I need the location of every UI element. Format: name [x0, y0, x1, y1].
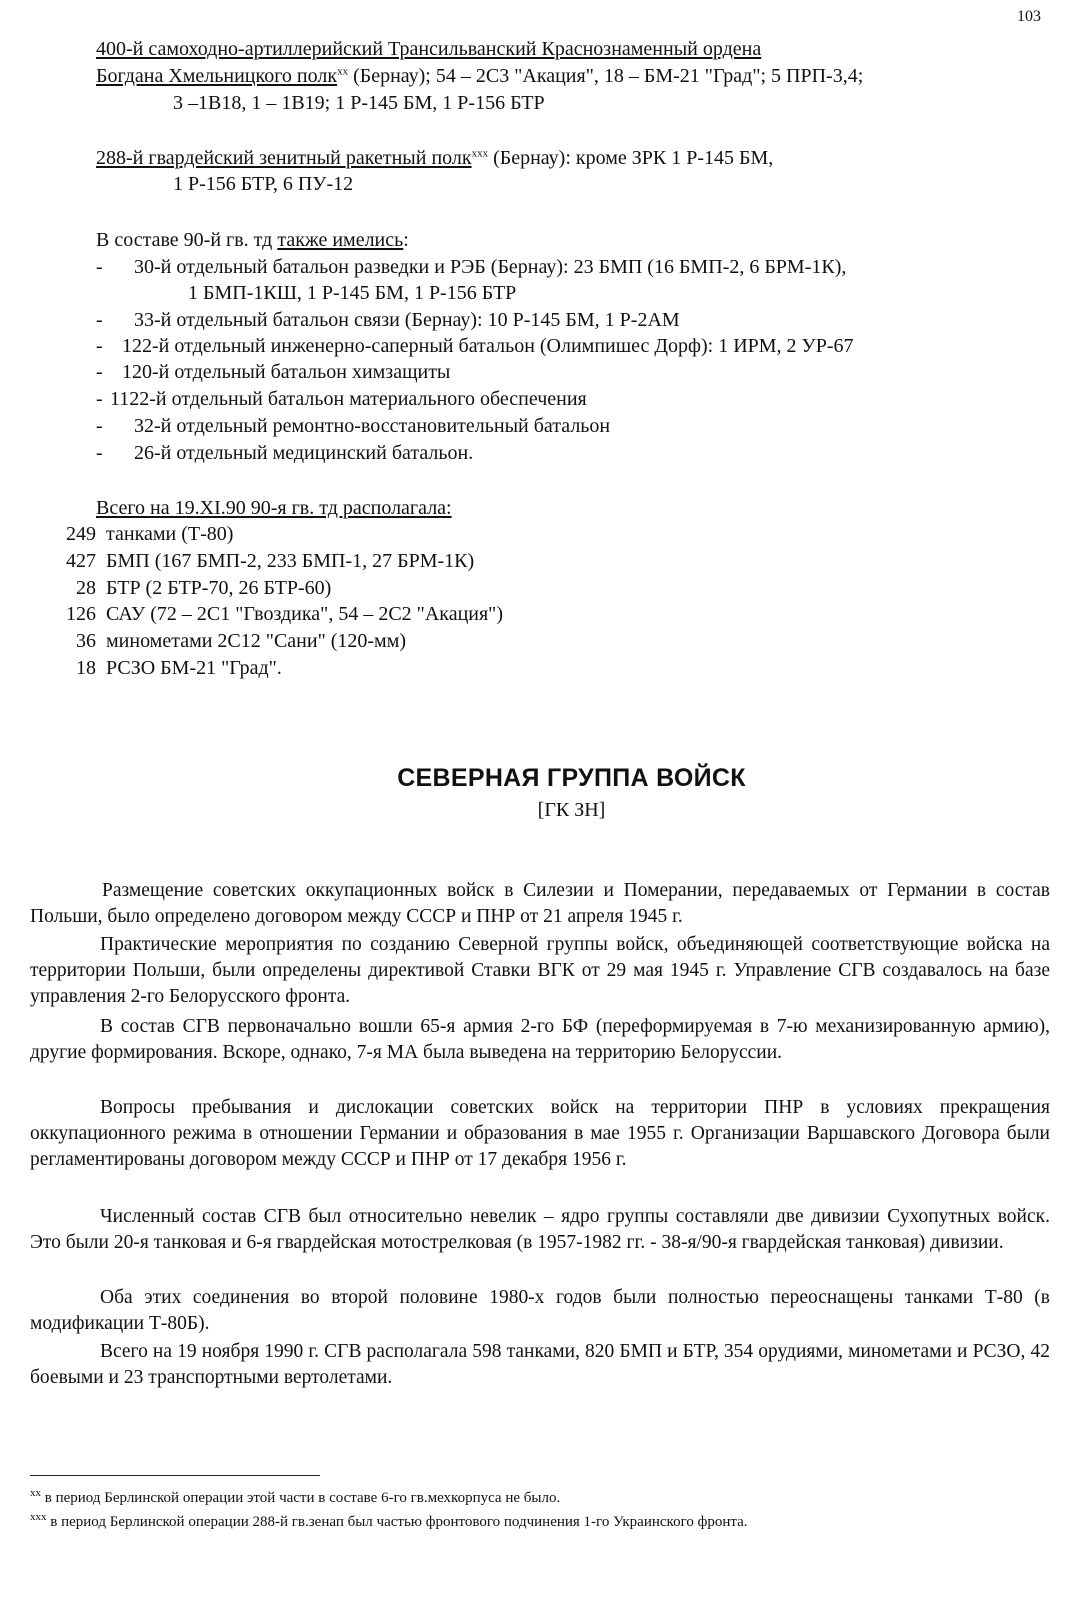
also-intro-pre: В составе 90-й гв. тд: [96, 229, 278, 251]
page-number: 103: [1017, 8, 1041, 25]
also-item: - 26-й отдельный медицинский батальон.: [96, 442, 474, 464]
totals-row: 427 БМП (167 БМП-2, 233 БМП-1, 27 БРМ-1К): [66, 550, 475, 572]
paragraph: В состав СГВ первоначально вошли 65-я армия 2-го БФ (переформируемая в 7-ю механизированную армию), другие формирования. Вскоре, однако, 7-я МА была выведена на территорию Белоруссии.: [30, 1016, 1050, 1063]
regiment-400-name: 400-й самоходно-артиллерийский Трансильванский Краснознаменный ордена: [96, 38, 762, 60]
also-item: - 120-й отдельный батальон химзащиты: [96, 361, 451, 383]
regiment-400-equipment: (Бернау); 54 – 2С3 "Акация", 18 – БМ-21 "Град"; 5 ПРП-3,4;: [348, 65, 864, 87]
regiment-400-line3: 3 –1В18, 1 – 1В19; 1 Р-145 БМ, 1 Р-156 БТР: [173, 92, 545, 114]
totals-row: 18 РСЗО БМ-21 "Град".: [76, 657, 282, 679]
paragraph: Всего на 19 ноября 1990 г. СГВ располагала 598 танками, 820 БМП и БТР, 354 орудиями, минометами и РСЗО, 42 боевыми и 23 транспортными вертолетами.: [30, 1341, 1050, 1388]
paragraph: Численный состав СГВ был относительно невелик – ядро группы составляли две дивизии Сухопутных войск. Это были 20-я танковая и 6-я гвардейская мотострелковая (в 1957-1982 гг. - 38-я/90-я гвардейская танковая) дивизии.: [30, 1206, 1050, 1253]
also-item: - 1122-й отдельный батальон материального обеспечения: [96, 388, 587, 410]
regiment-400-line1: [96, 36, 761, 62]
regiment-400-line2: [96, 63, 863, 89]
totals-row: 126 САУ (72 – 2С1 "Гвоздика", 54 – 2С2 "Акация"): [66, 603, 504, 625]
footnote-rule: [30, 1475, 320, 1476]
regiment-288-name: 288-й гвардейский зенитный ракетный полк: [96, 147, 472, 169]
also-intro-underlined: также имелись: [277, 229, 404, 251]
also-item: - 30-й отдельный батальон разведки и РЭБ (Бернау): 23 БМП (16 БМП-2, 6 БРМ-1К),: [96, 256, 847, 278]
totals-row: 249 танками (Т-80): [66, 523, 234, 545]
regiment-288-equipment: (Бернау): кроме ЗРК 1 Р-145 БМ,: [488, 147, 774, 169]
totals-row: 36 минометами 2С12 "Сани" (120-мм): [76, 630, 407, 652]
totals-heading: Всего на 19.XI.90 90-я гв. тд располагала:: [96, 497, 452, 519]
section-subtitle: [ГК ЗН]: [537, 799, 606, 821]
paragraph: Практические мероприятия по созданию Северной группы войск, объединяющей соответствующие войска на территории Польши, были определены директивой Ставки ВГК от 29 мая 1945 г. Управление СГВ создавалось на базе управления 2-го Белорусского фронта.: [30, 934, 1050, 1007]
also-item: - 33-й отдельный батальон связи (Бернау): 10 Р-145 БМ, 1 Р-2АМ: [96, 309, 680, 331]
also-item: 1 БМП-1КШ, 1 Р-145 БМ, 1 Р-156 БТР: [188, 282, 517, 304]
footnote: $^{xxx}$ в период Берлинской операции 288-й гв.зенап был частью фронтового подчинения 1-го Украинского фронта.: [30, 1511, 748, 1530]
footnote-mark-xxx: xxx: [471, 147, 489, 160]
regiment-400-name-cont: Богдана Хмельницкого полк: [96, 65, 338, 87]
paragraph: Оба этих соединения во второй половине 1980-х годов были полностью переоснащены танками Т-80 (в модификации Т-80Б).: [30, 1287, 1050, 1334]
section-title: СЕВЕРНАЯ ГРУППА ВОЙСК: [397, 764, 746, 792]
paragraph: Размещение советских оккупационных войск в Силезии и Померании, передаваемых от Германии в состав Польши, было определено договором между СССР и ПНР от 21 апреля 1945 г.: [30, 880, 1050, 927]
regiment-288-line2: 1 Р-156 БТР, 6 ПУ-12: [173, 173, 354, 195]
footnote-mark-xx: xx: [337, 65, 349, 78]
also-intro: [96, 227, 409, 253]
regiment-288-line1: [96, 145, 773, 171]
footnote: $^{xx}$ в период Берлинской операции этой части в составе 6-го гв.мехкорпуса не было.: [30, 1487, 561, 1506]
also-item: - 32-й отдельный ремонтно-восстановительный батальон: [96, 415, 611, 437]
paragraph: Вопросы пребывания и дислокации советских войск на территории ПНР в условиях прекращения оккупационного режима в отношении Германии и образования в мае 1955 г. Организации Варшавского Договора были регламентированы договором между СССР и ПНР от 17 декабря 1956 г.: [30, 1097, 1050, 1170]
also-intro-colon: :: [403, 229, 409, 251]
also-item: - 122-й отдельный инженерно-саперный батальон (Олимпишес Дорф): 1 ИРМ, 2 УР-67: [96, 335, 854, 357]
totals-row: 28 БТР (2 БТР-70, 26 БТР-60): [76, 577, 332, 599]
